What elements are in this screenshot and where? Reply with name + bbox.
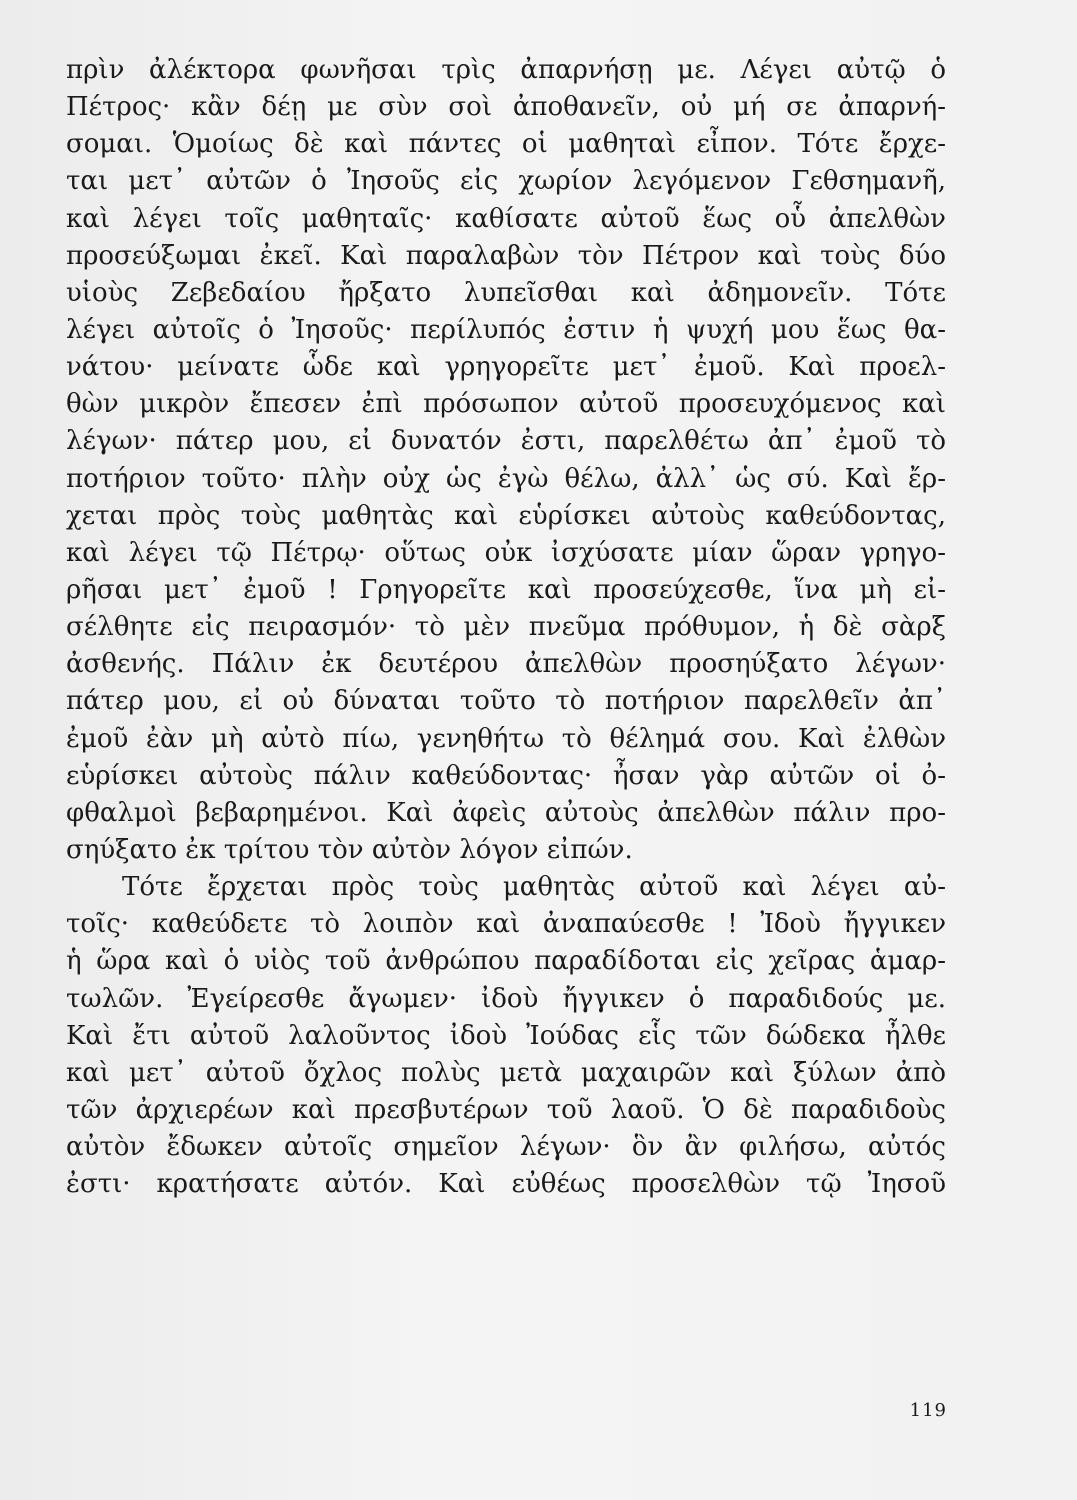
text-line: εὑρίσκει αὐτοὺς πάλιν καθεύδοντας· ἦσαν γὰρ αὐτῶν οἱ ὀ- (66, 760, 946, 791)
text-line: Καὶ ἔτι αὐτοῦ λαλοῦντος ἰδοὺ Ἰούδας εἷς τῶν δώδεκα ἦλθε (66, 1020, 946, 1051)
text-line: τῶν ἀρχιερέων καὶ πρεσβυτέρων τοῦ λαοῦ. Ὁ δὲ παραδιδοὺς (66, 1094, 946, 1125)
text-line: καὶ λέγει τῷ Πέτρῳ· οὕτως οὐκ ἰσχύσατε μίαν ὥραν γρηγο- (66, 537, 946, 568)
text-line: πάτερ μου, εἰ οὐ δύναται τοῦτο τὸ ποτήριον παρελθεῖν ἀπ᾽ (66, 686, 946, 717)
text-line-paragraph-end: σηύξατο ἐκ τρίτου τὸν αὐτὸν λόγον εἰπών. (66, 834, 633, 865)
body-text (66, 52, 946, 1203)
text-line: τοῖς· καθεύδετε τὸ λοιπὸν καὶ ἀναπαύεσθε ! Ἰδοὺ ἤγγικεν (66, 909, 946, 940)
text-line: καὶ μετ᾽ αὐτοῦ ὄχλος πολὺς μετὰ μαχαιρῶν καὶ ξύλων ἀπὸ (66, 1057, 946, 1088)
text-line: ἀσθενής. Πάλιν ἐκ δευτέρου ἀπελθὼν προσηύξατο λέγων· (66, 649, 946, 680)
text-line: ρῆσαι μετ᾽ ἐμοῦ ! Γρηγορεῖτε καὶ προσεύχεσθε, ἵνα μὴ εἰ- (66, 574, 946, 605)
text-line: ἐστι· κρατήσατε αὐτόν. Καὶ εὐθέως προσελθὼν τῷ Ἰησοῦ (66, 1169, 946, 1200)
text-line: πρὶν ἀλέκτορα φωνῆσαι τρὶς ἀπαρνήσῃ με. Λέγει αὐτῷ ὁ (66, 55, 946, 85)
text-line: σέλθητε εἰς πειρασμόν· τὸ μὲν πνεῦμα πρόθυμον, ἡ δὲ σὰρξ (66, 612, 946, 643)
text-line: καὶ λέγει τοῖς μαθηταῖς· καθίσατε αὐτοῦ ἕως οὗ ἀπελθὼν (66, 203, 946, 234)
text-line: Πέτρος· κἂν δέῃ με σὺν σοὶ ἀποθανεῖν, οὐ μή σε ἀπαρνή- (66, 92, 946, 123)
text-line: τωλῶν. Ἐγείρεσθε ἄγωμεν· ἰδοὺ ἤγγικεν ὁ παραδιδούς με. (66, 983, 946, 1014)
text-line: προσεύξωμαι ἐκεῖ. Καὶ παραλαβὼν τὸν Πέτρον καὶ τοὺς δύο (66, 240, 946, 271)
text-line: υἱοὺς Ζεβεδαίου ἤρξατο λυπεῖσθαι καὶ ἀδημονεῖν. Τότε (66, 277, 946, 308)
text-line-paragraph-start: Τότε ἔρχεται πρὸς τοὺς μαθητὰς αὐτοῦ καὶ λέγει αὐ- (122, 872, 946, 903)
text-line: ποτήριον τοῦτο· πλὴν οὐχ ὡς ἐγὼ θέλω, ἀλλ᾽ ὡς σύ. Καὶ ἔρ- (66, 463, 946, 494)
text-line: σομαι. Ὁμοίως δὲ καὶ πάντες οἱ μαθηταὶ εἶπον. Τότε ἔρχε- (66, 129, 946, 160)
text-line: θὼν μικρὸν ἔπεσεν ἐπὶ πρόσωπον αὐτοῦ προσευχόμενος καὶ (66, 389, 946, 420)
text-line: λέγει αὐτοῖς ὁ Ἰησοῦς· περίλυπός ἐστιν ἡ ψυχή μου ἕως θα- (66, 314, 946, 345)
text-line: λέγων· πάτερ μου, εἰ δυνατόν ἐστι, παρελθέτω ἀπ᾽ ἐμοῦ τὸ (66, 426, 946, 457)
text-line: νάτου· μείνατε ὧδε καὶ γρηγορεῖτε μετ᾽ ἐμοῦ. Καὶ προελ- (66, 352, 946, 383)
text-line: φθαλμοὶ βεβαρημένοι. Καὶ ἀφεὶς αὐτοὺς ἀπελθὼν πάλιν προ- (66, 797, 946, 828)
text-line: ἐμοῦ ἐὰν μὴ αὐτὸ πίω, γενηθήτω τὸ θέλημά σου. Καὶ ἐλθὼν (66, 723, 946, 754)
text-line: ἡ ὥρα καὶ ὁ υἱὸς τοῦ ἀνθρώπου παραδίδοται εἰς χεῖρας ἁμαρ- (66, 946, 946, 977)
text-line: αὐτὸν ἔδωκεν αὐτοῖς σημεῖον λέγων· ὃν ἂν φιλήσω, αὐτός (66, 1132, 946, 1163)
page-number: 119 (909, 1400, 947, 1421)
text-line: ται μετ᾽ αὐτῶν ὁ Ἰησοῦς εἰς χωρίον λεγόμενον Γεθσημανῆ, (66, 166, 946, 197)
text-line: χεται πρὸς τοὺς μαθητὰς καὶ εὑρίσκει αὐτοὺς καθεύδοντας, (66, 500, 946, 531)
